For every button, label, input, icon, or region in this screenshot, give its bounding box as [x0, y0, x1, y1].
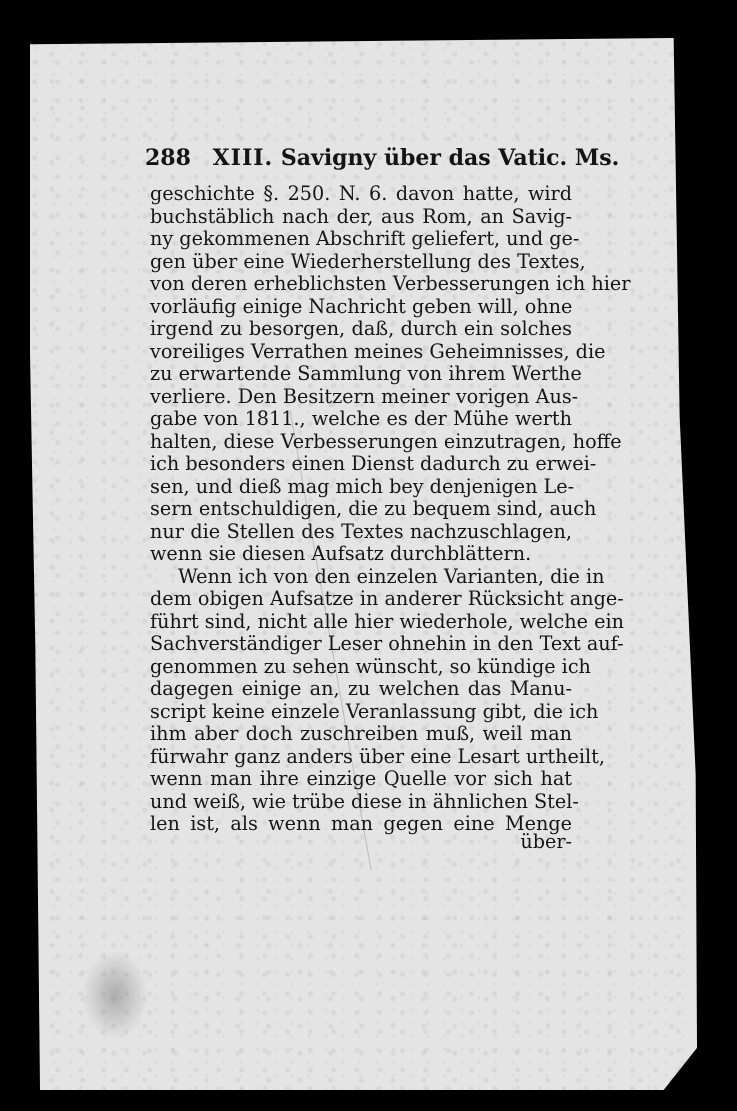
catchword: über-	[520, 830, 572, 853]
text-line: ich besonders einen Dienst dadurch zu erwei-	[150, 452, 597, 475]
text-line: dem obigen Aufsatze in anderer Rücksicht ange-	[150, 587, 624, 610]
text-line: halten, diese Verbesserungen einzutragen, hoffe	[150, 429, 622, 453]
running-header	[145, 145, 620, 171]
text-line: Sachverständiger Leser ohnehin in den Text auf-	[150, 632, 624, 655]
text-line: fürwahr ganz anders über eine Lesart urtheilt,	[150, 744, 605, 768]
text-line: führt sind, nicht alle hier wiederhole, welche ein	[150, 609, 624, 633]
text-line: sern entschuldigen, die zu bequem sind, auch	[150, 497, 597, 520]
text-line: buchstäblich nach der, aus Rom, an Savig-	[150, 204, 572, 228]
text-line: genommen zu sehen wünscht, so kündige ich	[150, 654, 591, 678]
text-line: ny gekommenen Abschrift geliefert, und ge-	[150, 227, 580, 250]
page-stain	[82, 950, 148, 1040]
text-line: vorläufig einige Nachricht geben will, ohne	[150, 294, 573, 318]
paragraph-start-line: Wenn ich von den einzelen Varianten, die in	[178, 564, 605, 588]
running-title: Savigny über das Vatic. Ms.	[280, 145, 620, 171]
text-line: dagegen einige an, zu welchen das Manu-	[150, 677, 572, 700]
text-line: irgend zu besorgen, daß, durch ein solches	[150, 317, 572, 340]
text-line: von deren erheblichsten Verbesserungen ich hier	[150, 272, 631, 295]
text-line: wenn man ihre einzige Quelle vor sich hat	[150, 767, 572, 790]
paragraph-end-line: wenn sie diesen Aufsatz durchblättern.	[150, 542, 532, 565]
text-line: zu erwartende Sammlung von ihrem Werthe	[150, 362, 582, 385]
text-line: nur die Stellen des Textes nachzuschlagen,	[150, 519, 572, 543]
body-text	[150, 182, 631, 836]
page-number: 288	[145, 145, 191, 171]
text-line: len ist, als wenn man gegen eine Menge	[150, 812, 572, 835]
text-line: sen, und dieß mag mich bey denjenigen Le-	[150, 474, 575, 498]
text-line: verliere. Den Besitzern meiner vorigen Aus-	[150, 384, 579, 408]
text-line: geschichte §. 250. N. 6. davon hatte, wird	[150, 182, 572, 205]
text-line: gen über eine Wiederherstellung des Textes,	[150, 249, 586, 273]
text-line: ihm aber doch zuschreiben muß, weil man	[150, 722, 572, 745]
text-line: voreiliges Verrathen meines Geheimnisses, die	[150, 339, 606, 363]
text-line: script keine einzele Veranlassung gibt, die ich	[150, 699, 599, 723]
chapter-number: XIII.	[212, 145, 274, 171]
text-line: und weiß, wie trübe diese in ähnlichen Stel-	[150, 789, 579, 813]
text-line: gabe von 1811., welche es der Mühe werth	[150, 407, 572, 430]
